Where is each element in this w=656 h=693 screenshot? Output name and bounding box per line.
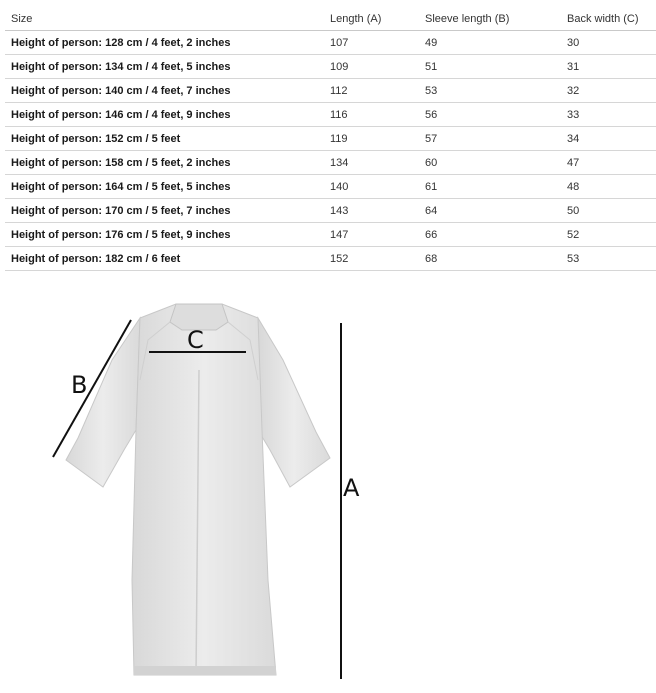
label-c: C bbox=[187, 326, 204, 354]
sleeve-cell: 68 bbox=[419, 247, 561, 271]
back-cell: 52 bbox=[561, 223, 656, 247]
table-row bbox=[5, 55, 656, 79]
header-back-width: Back width (C) bbox=[561, 8, 656, 31]
back-cell: 47 bbox=[561, 151, 656, 175]
table-row bbox=[5, 127, 656, 151]
length-cell: 152 bbox=[324, 247, 419, 271]
sleeve-cell: 51 bbox=[419, 55, 561, 79]
back-cell: 50 bbox=[561, 199, 656, 223]
label-a: A bbox=[343, 474, 360, 502]
sleeve-cell: 56 bbox=[419, 103, 561, 127]
size-cell: Height of person: 128 cm / 4 feet, 2 inches bbox=[5, 31, 324, 55]
table-row bbox=[5, 223, 656, 247]
back-cell: 48 bbox=[561, 175, 656, 199]
back-cell: 31 bbox=[561, 55, 656, 79]
size-chart-table bbox=[5, 8, 656, 271]
size-cell: Height of person: 158 cm / 5 feet, 2 inches bbox=[5, 151, 324, 175]
table-header-row bbox=[5, 8, 656, 31]
size-cell: Height of person: 134 cm / 4 feet, 5 inches bbox=[5, 55, 324, 79]
length-cell: 112 bbox=[324, 79, 419, 103]
robe-illustration bbox=[66, 304, 330, 675]
size-cell: Height of person: 152 cm / 5 feet bbox=[5, 127, 324, 151]
size-cell: Height of person: 146 cm / 4 feet, 9 inches bbox=[5, 103, 324, 127]
back-cell: 30 bbox=[561, 31, 656, 55]
back-cell: 34 bbox=[561, 127, 656, 151]
sleeve-cell: 61 bbox=[419, 175, 561, 199]
length-cell: 116 bbox=[324, 103, 419, 127]
back-cell: 32 bbox=[561, 79, 656, 103]
sleeve-cell: 53 bbox=[419, 79, 561, 103]
header-size: Size bbox=[5, 8, 324, 31]
table-row bbox=[5, 103, 656, 127]
sleeve-cell: 57 bbox=[419, 127, 561, 151]
robe-sleeve-left bbox=[66, 318, 140, 487]
size-cell: Height of person: 140 cm / 4 feet, 7 inches bbox=[5, 79, 324, 103]
table-row bbox=[5, 199, 656, 223]
sleeve-cell: 60 bbox=[419, 151, 561, 175]
size-cell: Height of person: 176 cm / 5 feet, 9 inches bbox=[5, 223, 324, 247]
robe-sleeve-right bbox=[258, 318, 330, 487]
table-row bbox=[5, 31, 656, 55]
length-cell: 147 bbox=[324, 223, 419, 247]
table-row bbox=[5, 151, 656, 175]
label-b: B bbox=[71, 371, 88, 399]
length-cell: 107 bbox=[324, 31, 419, 55]
header-sleeve-length: Sleeve length (B) bbox=[419, 8, 561, 31]
table-row bbox=[5, 79, 656, 103]
length-cell: 109 bbox=[324, 55, 419, 79]
table-row bbox=[5, 247, 656, 271]
garment-measurement-diagram bbox=[0, 290, 656, 693]
robe-hem-shadow bbox=[134, 666, 276, 675]
size-cell: Height of person: 164 cm / 5 feet, 5 inches bbox=[5, 175, 324, 199]
size-cell: Height of person: 170 cm / 5 feet, 7 inches bbox=[5, 199, 324, 223]
length-cell: 119 bbox=[324, 127, 419, 151]
length-cell: 143 bbox=[324, 199, 419, 223]
sleeve-cell: 66 bbox=[419, 223, 561, 247]
sleeve-cell: 64 bbox=[419, 199, 561, 223]
sleeve-cell: 49 bbox=[419, 31, 561, 55]
back-cell: 53 bbox=[561, 247, 656, 271]
table-row bbox=[5, 175, 656, 199]
size-cell: Height of person: 182 cm / 6 feet bbox=[5, 247, 324, 271]
garment-diagram-svg bbox=[0, 290, 656, 693]
back-cell: 33 bbox=[561, 103, 656, 127]
length-cell: 134 bbox=[324, 151, 419, 175]
header-length: Length (A) bbox=[324, 8, 419, 31]
length-cell: 140 bbox=[324, 175, 419, 199]
